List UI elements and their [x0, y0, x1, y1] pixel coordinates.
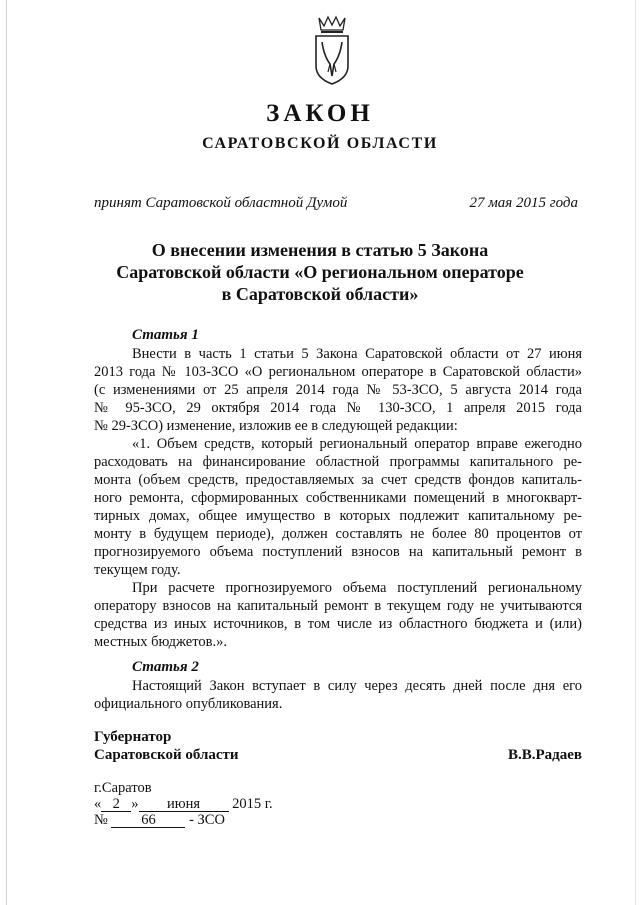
text-line: Внести в часть 1 статьи 5 Закона Саратовской области от 27 июня: [132, 346, 582, 362]
law-title: ЗАКОН: [266, 100, 374, 127]
text-line: официального опубликования.: [94, 696, 283, 712]
signatory-role-line: Губернатор: [94, 729, 172, 745]
article-1-paragraph-1: [94, 345, 582, 435]
quote-open: «: [94, 796, 102, 812]
article-1-paragraph-2: [94, 435, 582, 579]
text-line: местных бюджетов.».: [94, 634, 227, 650]
law-number: [94, 812, 273, 828]
text-line: текущем году.: [94, 562, 181, 578]
saratov-coat-of-arms-icon: [310, 14, 354, 86]
text-line: При расчете прогнозируемого объема поступлений региональному: [132, 580, 582, 596]
text-line: «1. Объем средств, который региональный оператор вправе ежегодно: [132, 436, 582, 452]
heading-line: в Саратовской области»: [221, 284, 419, 304]
text-line: монта (объем средств, предоставляемых за счет средств фондов капиталь-: [94, 472, 582, 488]
heading-line: Саратовской области «О региональном операторе: [116, 262, 524, 282]
quote-close: »: [131, 796, 139, 812]
text-line: расходовать на финансирование областной программы капитального ре-: [94, 454, 582, 470]
article-2-title: Статья 2: [132, 659, 199, 675]
text-line: ного ремонта, сформированных собственниками помещений в многокварт-: [94, 490, 582, 506]
date-day: 2: [101, 797, 131, 812]
law-heading: [80, 239, 560, 305]
date-year: 2015 г.: [232, 796, 273, 812]
article-1-title: Статья 1: [132, 327, 199, 343]
number-label: №: [94, 812, 108, 828]
text-line: монту в будущем периоде), должен составлять не более 80 процентов от: [94, 526, 582, 542]
signatory-role: [94, 728, 239, 764]
number-value: 66: [111, 813, 185, 828]
text-line: прогнозируемого объема поступлений взносов на капитальный ремонт в: [94, 544, 582, 560]
adoption-date: 27 мая 2015 года: [469, 195, 578, 211]
text-line: № 95-ЗСО, 29 октября 2014 года № 130-ЗСО, 1 апреля 2015 года: [94, 400, 582, 416]
text-line: (с изменениями от 25 апреля 2014 года № 53-ЗСО, 5 августа 2014 года: [94, 382, 582, 398]
number-suffix: - ЗСО: [189, 812, 225, 828]
signatory-role-line: Саратовской области: [94, 747, 239, 763]
text-line: № 29-ЗСО) изменение, изложив ее в следующей редакции:: [94, 418, 458, 434]
article-1-paragraph-3: [94, 579, 582, 651]
text-line: Настоящий Закон вступает в силу через десять дней после дня его: [132, 678, 582, 694]
text-line: оператору взносов на капитальный ремонт в текущем году не учитываются: [94, 598, 582, 614]
signing-date: [94, 796, 273, 812]
city: г.Саратов: [94, 780, 152, 796]
text-line: тирных домах, общее имущество в которых подлежит капитальному ре-: [94, 508, 582, 524]
article-2-paragraph: [94, 677, 582, 713]
text-line: средства из иных источников, в том числе из областного бюджета и (или): [94, 616, 582, 632]
adoption-text: принят Саратовской областной Думой: [94, 195, 348, 211]
text-line: 2013 года № 103-ЗСО «О региональном операторе в Саратовской области»: [94, 364, 582, 380]
signatory-name: В.В.Радаев: [507, 747, 582, 763]
date-month: июня: [139, 797, 229, 812]
place-date-number: [94, 780, 273, 828]
law-region: САРАТОВСКОЙ ОБЛАСТИ: [202, 135, 438, 152]
heading-line: О внесении изменения в статью 5 Закона: [151, 240, 489, 260]
